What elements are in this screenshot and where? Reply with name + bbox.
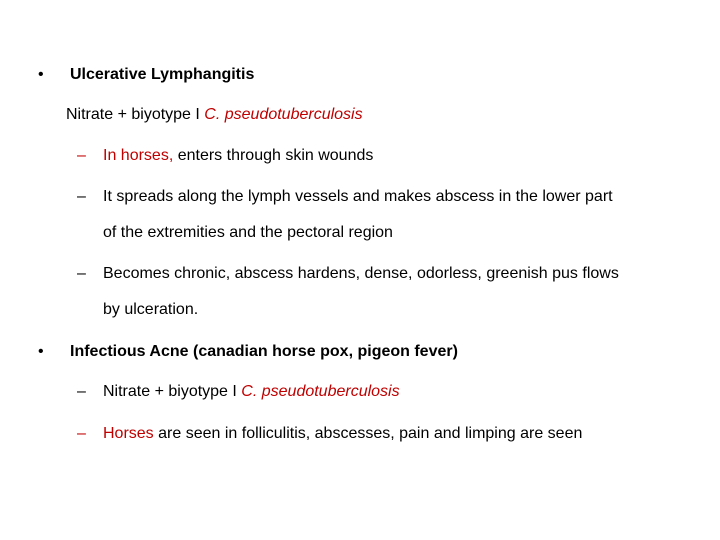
section1-item-2-line1: It spreads along the lymph vessels and makes abscess in the lower part <box>103 188 613 205</box>
section2-item-2-text: are seen in folliculitis, abscesses, pain and limping are seen <box>153 425 583 442</box>
section2-item-2 <box>103 424 582 444</box>
bullet-icon: • <box>38 66 44 83</box>
dash-icon: – <box>77 425 86 442</box>
section1-item-2-line2: of the extremities and the pectoral region <box>103 224 393 241</box>
bullet-icon: • <box>38 343 44 360</box>
section1-item-3-line1: Becomes chronic, abscess hardens, dense, odorless, greenish pus flows <box>103 265 619 282</box>
dash-icon: – <box>77 147 86 164</box>
section1-intro-prefix: Nitrate + biyotype I <box>66 106 205 123</box>
section1-intro-species: C. pseudotuberculosis <box>204 106 363 123</box>
dash-icon: – <box>77 188 86 205</box>
section1-item-3-line2: by ulceration. <box>103 301 199 318</box>
section2-item-2-highlight: Horses <box>103 425 154 442</box>
section1-intro <box>66 105 363 125</box>
section1-item-1-text: enters through skin wounds <box>177 147 374 164</box>
section2-heading: Infectious Acne (canadian horse pox, pigeon fever) <box>70 343 458 360</box>
section2-item-1-species: C. pseudotuberculosis <box>241 383 400 400</box>
section2-item-1-prefix: Nitrate + biyotype I <box>103 383 242 400</box>
section2-item-1 <box>103 382 400 402</box>
dash-icon: – <box>77 383 86 400</box>
section1-item-1-highlight: In horses, <box>103 147 178 164</box>
dash-icon: – <box>77 265 86 282</box>
section1-heading: Ulcerative Lymphangitis <box>70 66 255 83</box>
section1-item-1 <box>103 146 373 166</box>
